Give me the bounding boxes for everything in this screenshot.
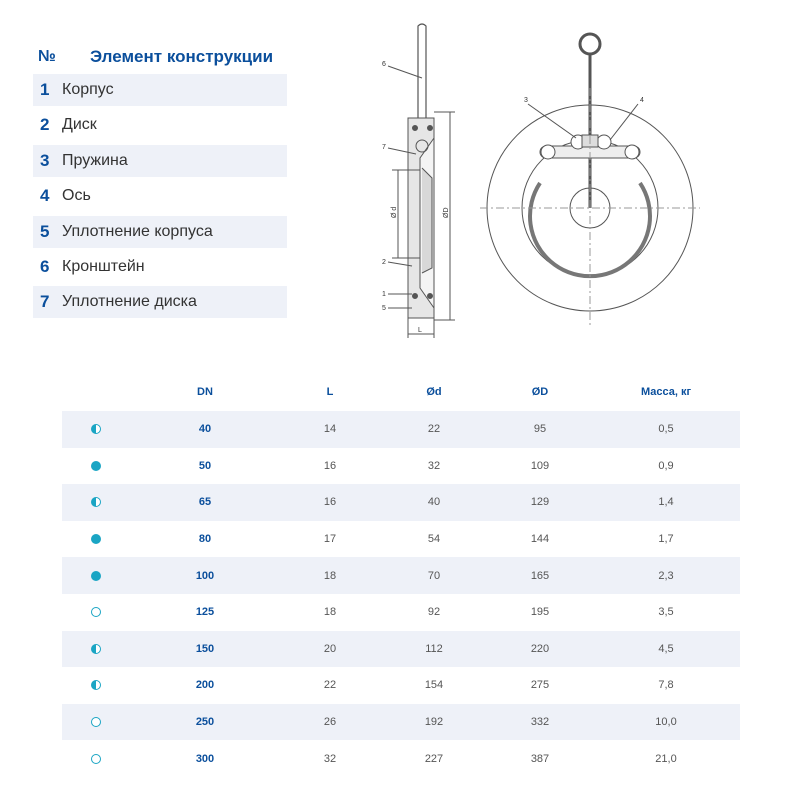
cell-big-d: 144: [530, 533, 550, 546]
row-marker-cell: [62, 571, 130, 581]
legend-item: [33, 251, 287, 283]
row-marker-cell: [62, 644, 130, 654]
cell-small-d: 70: [427, 569, 441, 582]
table-row: [62, 411, 740, 448]
cell-dn: 65: [198, 496, 212, 509]
half-circle-icon: [91, 424, 101, 434]
valve-technical-drawing: [360, 18, 700, 348]
header-big-d: ØD: [531, 386, 549, 398]
cell-mass: 0,5: [658, 423, 674, 436]
cell-mass: 2,3: [658, 569, 674, 582]
legend-header: [33, 40, 287, 74]
legend-item-label: Уплотнение диска: [62, 293, 197, 311]
table-row: [62, 448, 740, 485]
cell-dn: 250: [195, 716, 215, 729]
legend-item-number: 5: [40, 221, 50, 241]
legend-item-number: 2: [40, 115, 50, 135]
cell-small-d: 40: [427, 496, 441, 509]
row-marker-cell: [62, 754, 130, 764]
callout-5: 5: [382, 305, 386, 312]
table-row: [62, 557, 740, 594]
half-circle-icon: [91, 497, 101, 507]
half-circle-icon: [91, 644, 101, 654]
cell-small-d: 22: [427, 423, 441, 436]
legend-item-number: 4: [40, 186, 50, 206]
legend-item: [33, 109, 287, 141]
dimension-L-label: L: [418, 327, 422, 334]
legend-item: [33, 216, 287, 248]
header-dn: DN: [197, 386, 213, 398]
table-row: [62, 740, 740, 777]
cell-mass: 1,4: [658, 496, 674, 509]
callout-1: 1: [382, 291, 386, 298]
cell-l: 22: [323, 679, 337, 692]
cell-small-d: 154: [424, 679, 444, 692]
empty-circle-icon: [91, 717, 101, 727]
table-header: [62, 373, 740, 411]
callout-2: 2: [382, 259, 386, 266]
legend-item-label: Ось: [62, 187, 91, 205]
cell-dn: 40: [198, 423, 212, 436]
half-circle-icon: [91, 680, 101, 690]
row-marker-cell: [62, 607, 130, 617]
full-circle-icon: [91, 461, 101, 471]
cell-mass: 21,0: [655, 752, 677, 765]
full-circle-icon: [91, 534, 101, 544]
legend-item-number: 1: [40, 80, 50, 99]
cell-big-d: 109: [530, 459, 550, 472]
cell-dn: 300: [195, 752, 215, 765]
dimension-d-label: Ø d: [391, 206, 398, 218]
cell-l: 32: [323, 752, 337, 765]
cell-l: 16: [323, 496, 337, 509]
cell-l: 18: [323, 569, 337, 582]
row-marker-cell: [62, 424, 130, 434]
cell-mass: 10,0: [655, 716, 677, 729]
cell-big-d: 165: [530, 569, 550, 582]
cell-big-d: 220: [530, 642, 550, 655]
cell-small-d: 54: [427, 533, 441, 546]
empty-circle-icon: [91, 607, 101, 617]
row-marker-cell: [62, 461, 130, 471]
cell-mass: 0,9: [658, 459, 674, 472]
header-mass: Масса, кг: [640, 386, 692, 398]
callout-6: 6: [382, 61, 386, 68]
cell-l: 20: [323, 642, 337, 655]
construction-legend: [33, 40, 287, 322]
legend-item-number: 7: [40, 292, 50, 312]
dimension-D-label: ØD: [443, 207, 450, 218]
cell-mass: 3,5: [658, 606, 674, 619]
cell-l: 14: [323, 423, 337, 436]
callout-4: 4: [640, 97, 644, 104]
row-marker-cell: [62, 680, 130, 690]
cell-small-d: 112: [425, 642, 443, 655]
cell-dn: 200: [195, 679, 215, 692]
cell-big-d: 129: [530, 496, 550, 509]
legend-item-number: 6: [40, 256, 50, 276]
cell-big-d: 332: [530, 716, 550, 729]
legend-header-title: Элемент конструкции: [90, 47, 274, 66]
legend-item-label: Пружина: [62, 151, 128, 169]
row-marker-cell: [62, 497, 130, 507]
legend-item: [33, 286, 287, 318]
cell-mass: 7,8: [658, 679, 674, 692]
legend-item-label: Кронштейн: [62, 257, 145, 275]
cell-l: 18: [323, 606, 337, 619]
cell-small-d: 92: [427, 606, 441, 619]
cell-mass: 1,7: [658, 533, 674, 546]
header-l: L: [326, 386, 334, 398]
table-row: [62, 594, 740, 631]
cell-dn: 50: [198, 459, 212, 472]
table-row: [62, 484, 740, 521]
cell-dn: 80: [198, 533, 212, 546]
table-row: [62, 521, 740, 558]
legend-item: [33, 180, 287, 212]
empty-circle-icon: [91, 754, 101, 764]
header-small-d: Ød: [426, 386, 442, 398]
cell-l: 16: [323, 459, 337, 472]
cell-small-d: 192: [424, 716, 444, 729]
row-marker-cell: [62, 534, 130, 544]
cell-big-d: 275: [530, 679, 550, 692]
legend-item-label: Диск: [62, 116, 97, 134]
cell-l: 26: [323, 716, 337, 729]
cell-big-d: 95: [533, 423, 547, 436]
cell-dn: 125: [195, 606, 215, 619]
row-marker-cell: [62, 717, 130, 727]
cell-big-d: 195: [530, 606, 550, 619]
callout-7: 7: [382, 144, 386, 151]
legend-item-label: Корпус: [62, 81, 114, 98]
legend-item-number: 3: [40, 150, 50, 170]
table-row: [62, 631, 740, 668]
cell-big-d: 387: [530, 752, 550, 765]
cell-l: 17: [323, 533, 337, 546]
legend-item: [33, 74, 287, 106]
callout-3: 3: [524, 97, 528, 104]
legend-item: [33, 145, 287, 177]
cell-dn: 150: [195, 642, 215, 655]
table-row: [62, 704, 740, 741]
cell-dn: 100: [195, 569, 215, 582]
table-row: [62, 667, 740, 704]
cell-mass: 4,5: [658, 642, 674, 655]
legend-item-label: Уплотнение корпуса: [62, 222, 213, 240]
cell-small-d: 227: [424, 752, 444, 765]
cell-small-d: 32: [427, 459, 441, 472]
legend-header-number: №: [38, 48, 56, 65]
full-circle-icon: [91, 571, 101, 581]
dimensions-table: [62, 373, 740, 777]
